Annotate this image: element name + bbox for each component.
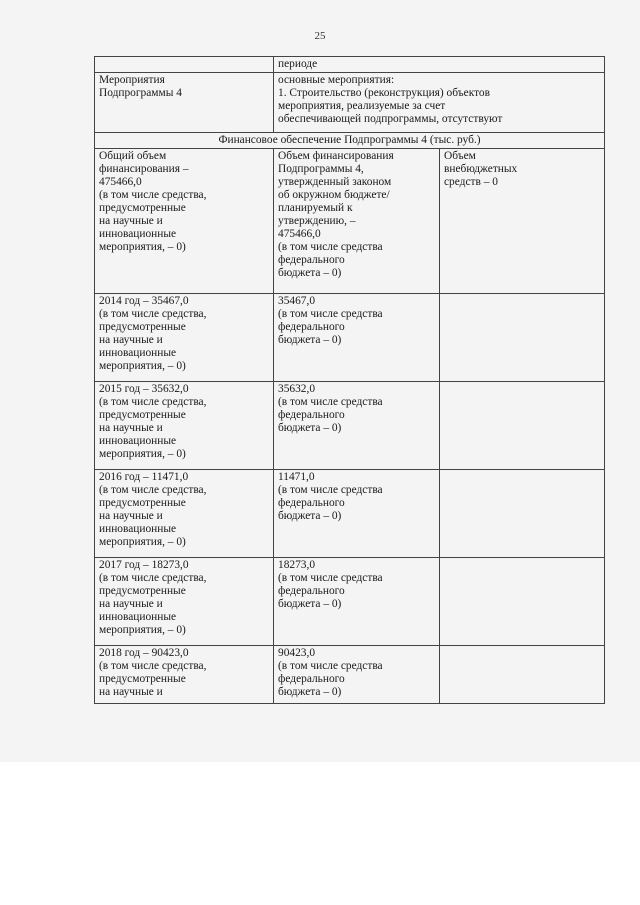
table-row [95,73,605,133]
year-total-cell: 2015 год – 35632,0 (в том числе средства, предусмотренные на научные и инновационные мероприятия, – 0) [95,382,274,470]
budget-funding-cell: Объем финансирования Подпрограммы 4, утвержденный законом об окружном бюджете/ планируемый к утверждению, – 475466,0 (в том числе средства федерального бюджета – 0) [274,149,440,294]
table-cell [95,57,274,73]
year-budget-cell: 11471,0 (в том числе средства федерального бюджета – 0) [274,470,440,558]
page-number: 25 [314,30,326,42]
table-cell [440,470,605,558]
year-budget-cell: 18273,0 (в том числе средства федерального бюджета – 0) [274,558,440,646]
table-cell [440,294,605,382]
year-total-cell: 2014 год – 35467,0 (в том числе средства, предусмотренные на научные и инновационные мероприятия, – 0) [95,294,274,382]
table-cell [440,558,605,646]
table-row [95,382,605,470]
year-total-cell: 2017 год – 18273,0 (в том числе средства, предусмотренные на научные и инновационные мероприятия, – 0) [95,558,274,646]
activities-label: Мероприятия Подпрограммы 4 [95,73,274,133]
funding-table [94,56,605,704]
table-row [95,646,605,704]
table-row [95,149,605,294]
year-budget-cell: 35467,0 (в том числе средства федерального бюджета – 0) [274,294,440,382]
table-cell [440,382,605,470]
funding-header: Финансовое обеспечение Подпрограммы 4 (тыс. руб.) [95,133,605,149]
table-row [95,294,605,382]
table-row [95,470,605,558]
year-budget-cell: 35632,0 (в том числе средства федерального бюджета – 0) [274,382,440,470]
year-budget-cell: 90423,0 (в том числе средства федерального бюджета – 0) [274,646,440,704]
year-total-cell: 2018 год – 90423,0 (в том числе средства, предусмотренные на научные и [95,646,274,704]
extrabudget-funding-cell: Объем внебюджетных средств – 0 [440,149,605,294]
period-cell: периоде [274,57,605,73]
table-row [95,558,605,646]
table-cell [440,646,605,704]
activities-text: основные мероприятия: 1. Строительство (реконструкция) объектов мероприятия, реализуемые за счет обеспечивающей подпрограммы, отсутствуют [274,73,605,133]
total-funding-cell: Общий объем финансирования – 475466,0 (в том числе средства, предусмотренные на научные и инновационные мероприятия, – 0) [95,149,274,294]
year-total-cell: 2016 год – 11471,0 (в том числе средства, предусмотренные на научные и инновационные мероприятия, – 0) [95,470,274,558]
table-row [95,133,605,149]
table-row [95,57,605,73]
